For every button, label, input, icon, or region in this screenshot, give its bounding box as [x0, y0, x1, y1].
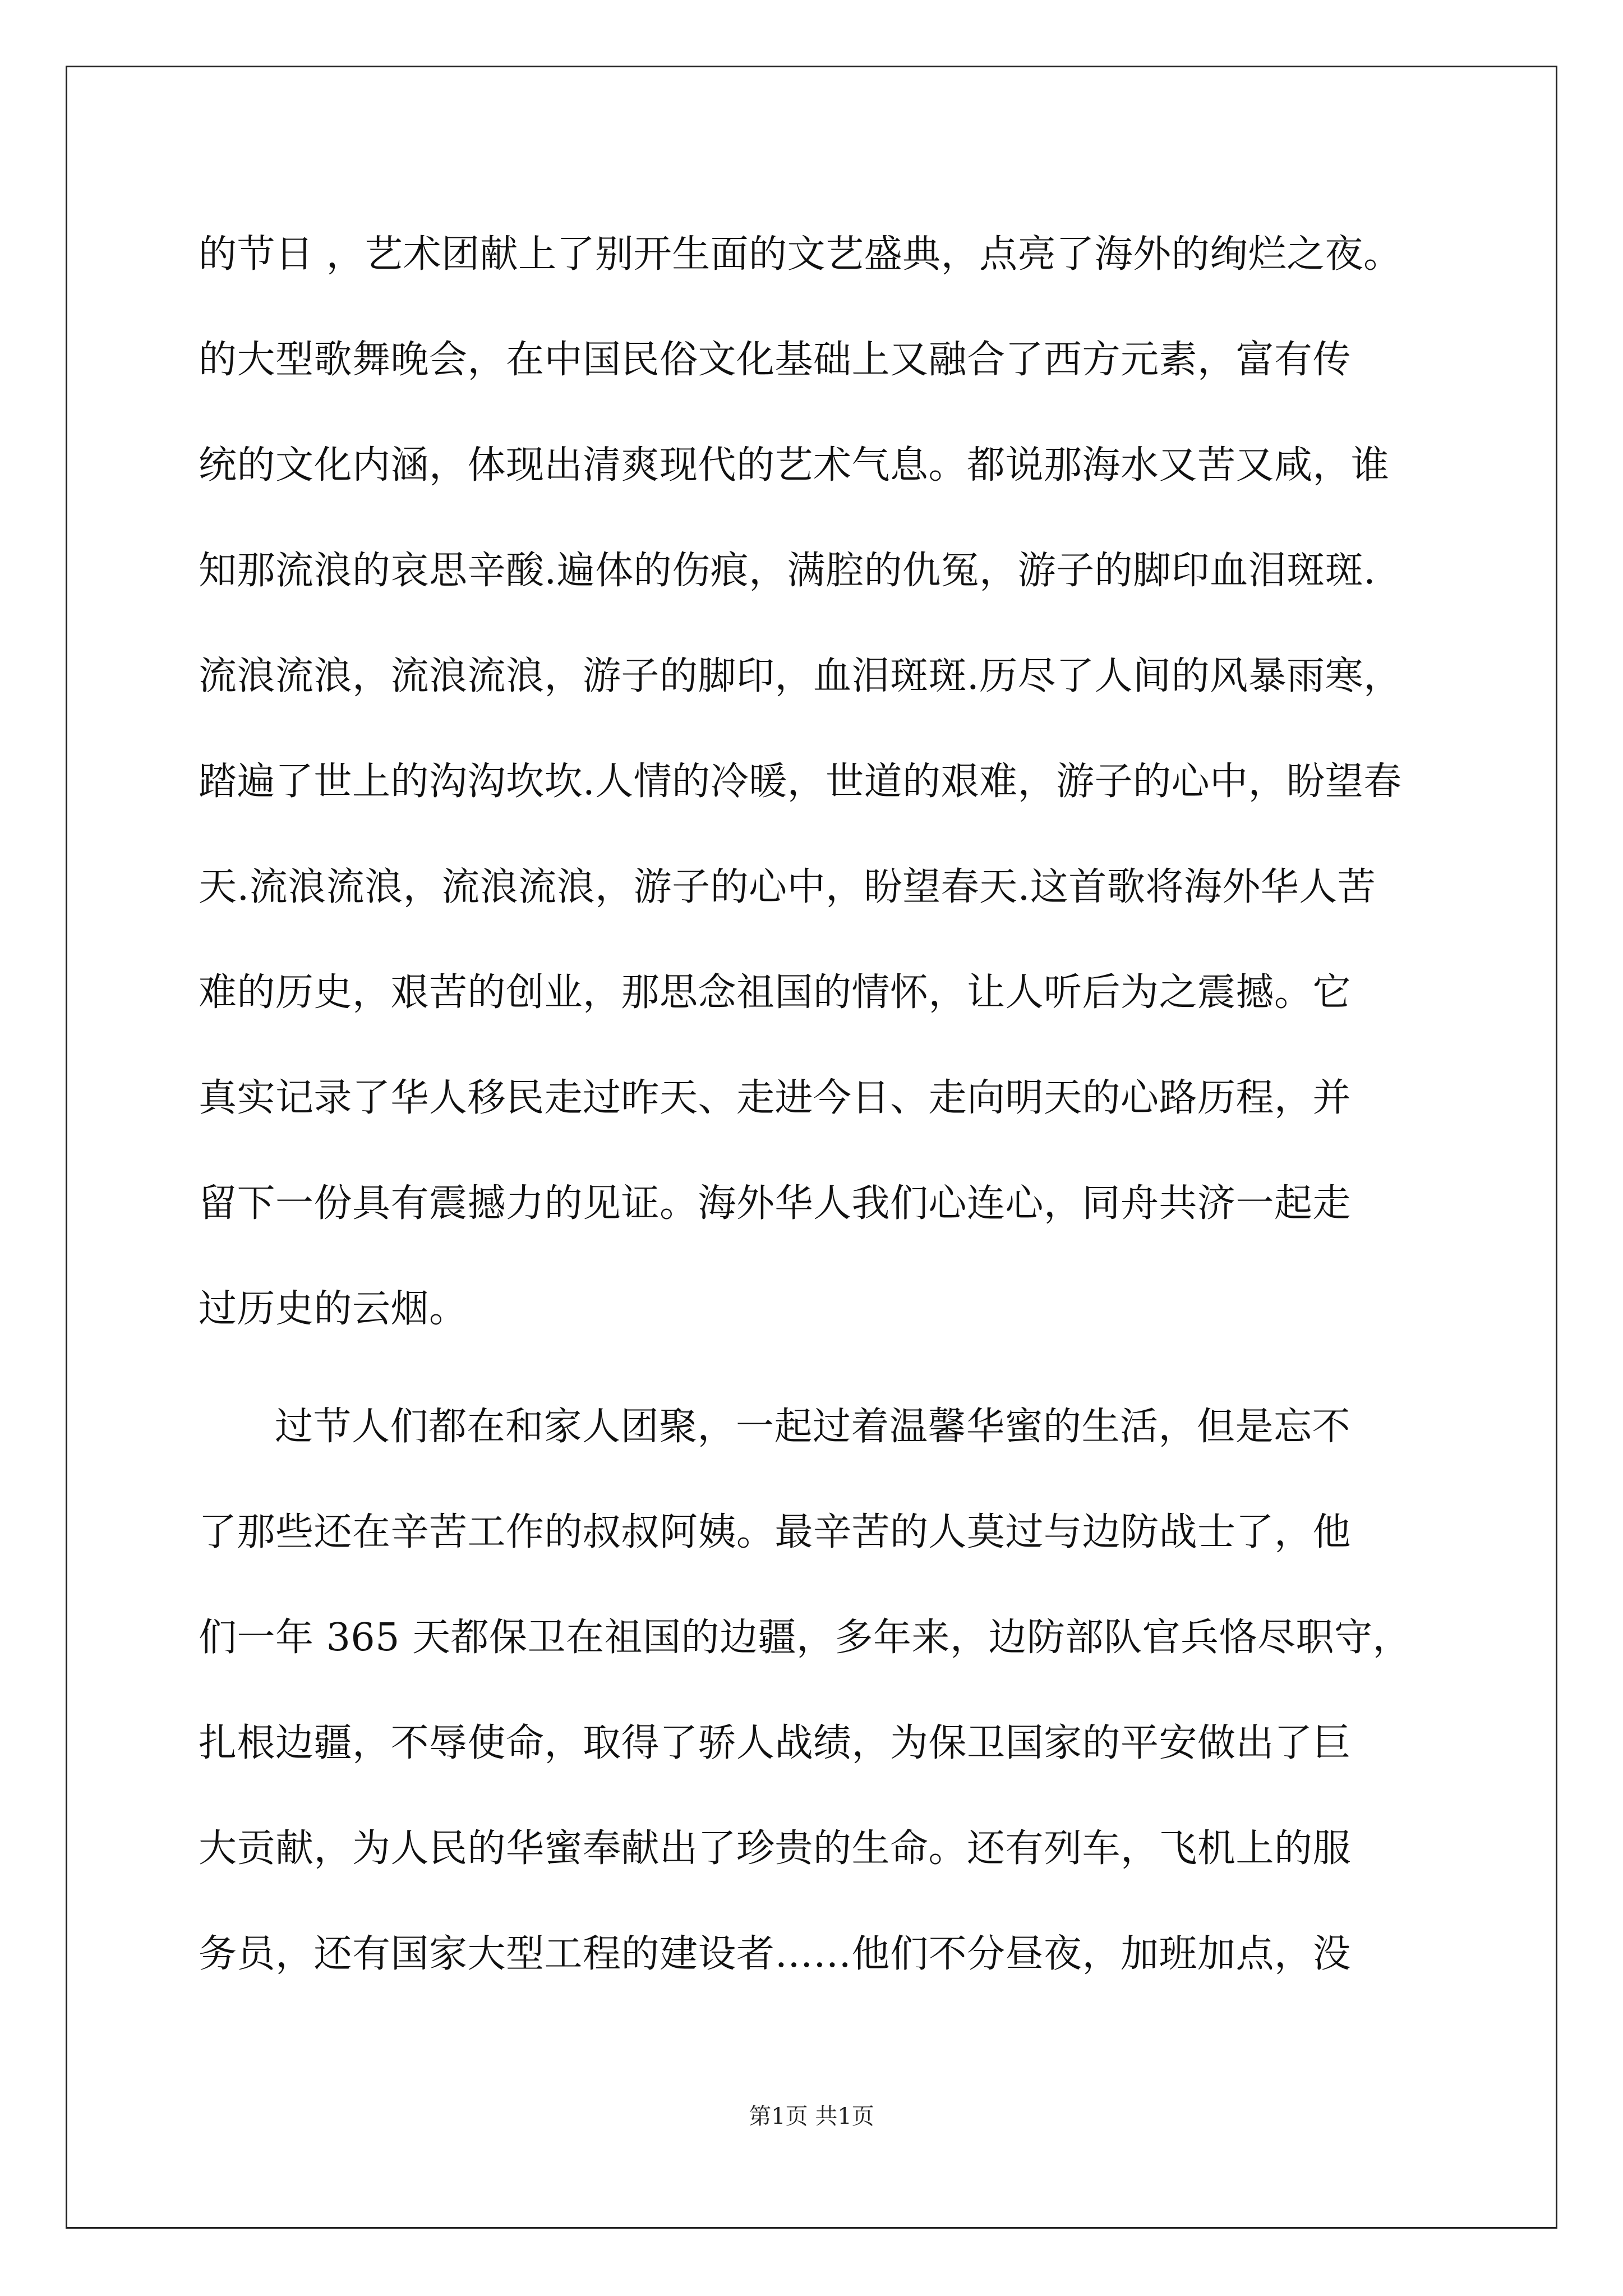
paragraph-2 [199, 1374, 1427, 2007]
text-line: 大贡献，为人民的华蜜奉献出了珍贵的生命。还有列车，飞机上的服 [199, 1826, 1352, 1871]
page-footer [0, 2101, 1623, 2132]
text-line: 过历史的云烟。 [199, 1287, 468, 1331]
text-line: 的大型歌舞晚会，在中国民俗文化基础上又融合了西方元素，富有传 [199, 338, 1352, 382]
text-line: 真实记录了华人移民走过昨天、走进今日、走向明天的心路历程，并 [199, 1076, 1352, 1120]
text-line: 知那流浪的哀思辛酸.遍体的伤痕，满腔的仇冤，游子的脚印血泪斑斑. [199, 549, 1376, 593]
text-line: 扎根边疆，不辱使命，取得了骄人战绩，为保卫国家的平安做出了巨 [199, 1721, 1352, 1765]
paragraph-gap [199, 1362, 1427, 1374]
text-line: 过节人们都在和家人团聚，一起过着温馨华蜜的生活，但是忘不 [275, 1405, 1351, 1449]
page-number-label: 第1页 共1页 [749, 2104, 874, 2129]
text-line: 流浪流浪，流浪流浪，游子的脚印，血泪斑斑.历尽了人间的风暴雨寒， [199, 654, 1402, 698]
text-line: 踏遍了世上的沟沟坎坎.人情的冷暖，世道的艰难，游子的心中，盼望春 [199, 760, 1402, 804]
document-body [199, 202, 1427, 2007]
text-line: 统的文化内涵，体现出清爽现代的艺术气息。都说那海水又苦又咸，谁 [199, 443, 1390, 487]
text-line: 们一年 365 天都保卫在祖国的边疆，多年来，边防部队官兵恪尽职守， [199, 1616, 1412, 1660]
text-line: 天.流浪流浪，流浪流浪，游子的心中，盼望春天.这首歌将海外华人苦 [199, 865, 1376, 909]
text-line: 务员，还有国家大型工程的建设者……他们不分昼夜，加班加点，没 [199, 1932, 1352, 1976]
text-line: 的节日 ，艺术团献上了别开生面的文艺盛典，点亮了海外的绚烂之夜。 [199, 232, 1402, 277]
text-line: 难的历史，艰苦的创业，那思念祖国的情怀，让人听后为之震撼。它 [199, 970, 1352, 1015]
paragraph-1 [199, 202, 1427, 1362]
text-line: 留下一份具有震撼力的见证。海外华人我们心连心，同舟共济一起走 [199, 1181, 1352, 1226]
text-line: 了那些还在辛苦工作的叔叔阿姨。最辛苦的人莫过与边防战士了，他 [199, 1510, 1352, 1554]
